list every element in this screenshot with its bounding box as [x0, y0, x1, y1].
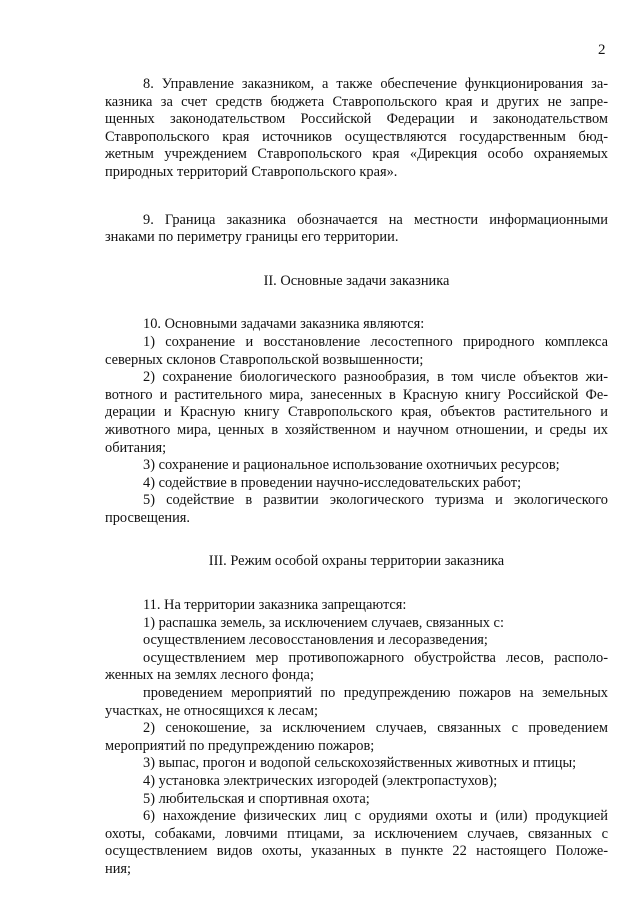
text-line: 6) нахождение физических лиц с орудиями охоты и (или) продукцией	[143, 808, 608, 825]
text-line: 4) содействие в проведении научно-исследовательских работ;	[143, 474, 522, 491]
text-line: мероприятий по предупреждению пожаров;	[105, 737, 375, 754]
text-line: щенных законодательством Российской Федерации и законодательством	[105, 111, 608, 128]
text-line: 4) установка электрических изгородей (электропастухов);	[143, 773, 498, 789]
text-line: природных территорий Ставропольского края».	[105, 163, 398, 180]
text-line: 5) любительская и спортивная охота;	[143, 790, 370, 807]
paragraph-8	[105, 76, 608, 182]
document-body	[105, 76, 608, 879]
text-line: женных на землях лесного фонда;	[105, 667, 314, 684]
section-2-body	[105, 316, 608, 527]
text-line: проведением мероприятий по предупреждению пожаров на земельных	[143, 685, 608, 702]
text-line: обитания;	[105, 439, 167, 456]
text-line: 11. На территории заказника запрещаются:	[143, 597, 407, 614]
text-line: северных склонов Ставропольской возвышенности;	[105, 351, 424, 368]
text-line: осуществлением видов охоты, указанных в пункте 22 настоящего Положе-	[105, 843, 608, 860]
text-line: 3) сохранение и рациональное использование охотничьих ресурсов;	[143, 457, 560, 474]
paragraph-9	[105, 212, 608, 247]
text-line: 5) содействие в развитии экологического туризма и экологического	[143, 492, 608, 509]
text-line: животного мира, ценных в хозяйственном и научном отношении, и среды их	[105, 421, 608, 438]
text-line: охоты, собаками, ловчими птицами, за исключением случаев, связанных с	[105, 825, 608, 842]
text-line: 2) сенокошение, за исключением случаев, связанных с проведением	[143, 720, 608, 737]
text-line: 9. Граница заказника обозначается на местности информационными	[143, 211, 608, 228]
text-line: знаками по периметру границы его территории.	[105, 229, 399, 246]
text-line: просвещения.	[105, 509, 191, 526]
text-line: осуществлением лесовосстановления и лесоразведения;	[143, 632, 488, 649]
text-line: 3) выпас, прогон и водопой сельскохозяйственных животных и птицы;	[143, 755, 577, 772]
text-line: 1) сохранение и восстановление лесостепного природного комплекса	[143, 333, 608, 350]
text-line: 1) распашка земель, за исключением случаев, связанных с:	[143, 614, 504, 631]
text-line: 10. Основными задачами заказника являются:	[143, 316, 425, 333]
text-line: казника за счет средств бюджета Ставропольского края и других не запре-	[105, 93, 608, 110]
text-line: Ставропольского края источников осуществляются государственным бюд-	[105, 128, 608, 145]
text-line: участках, не относящихся к лесам;	[105, 702, 319, 719]
text-line: 8. Управление заказником, а также обеспечение функционирования за-	[143, 76, 608, 92]
section-3-body	[105, 597, 608, 879]
page-number: 2	[598, 42, 606, 58]
section-heading-3: III. Режим особой охраны территории заказника	[208, 553, 505, 570]
text-line: жетным учреждением Ставропольского края «Дирекция особо охраняемых	[105, 146, 608, 163]
section-heading-2: II. Основные задачи заказника	[263, 272, 450, 289]
text-line: дерации и Красную книгу Ставропольского края, объектов растительного и	[105, 404, 608, 421]
text-line: вотного и растительного мира, занесенных в Красную книгу Российской Фе-	[105, 386, 608, 403]
text-line: осуществлением мер противопожарного обустройства лесов, располо-	[143, 649, 608, 666]
text-line: 2) сохранение биологического разнообразия, в том числе объектов жи-	[143, 369, 608, 386]
text-line: ния;	[105, 860, 132, 877]
